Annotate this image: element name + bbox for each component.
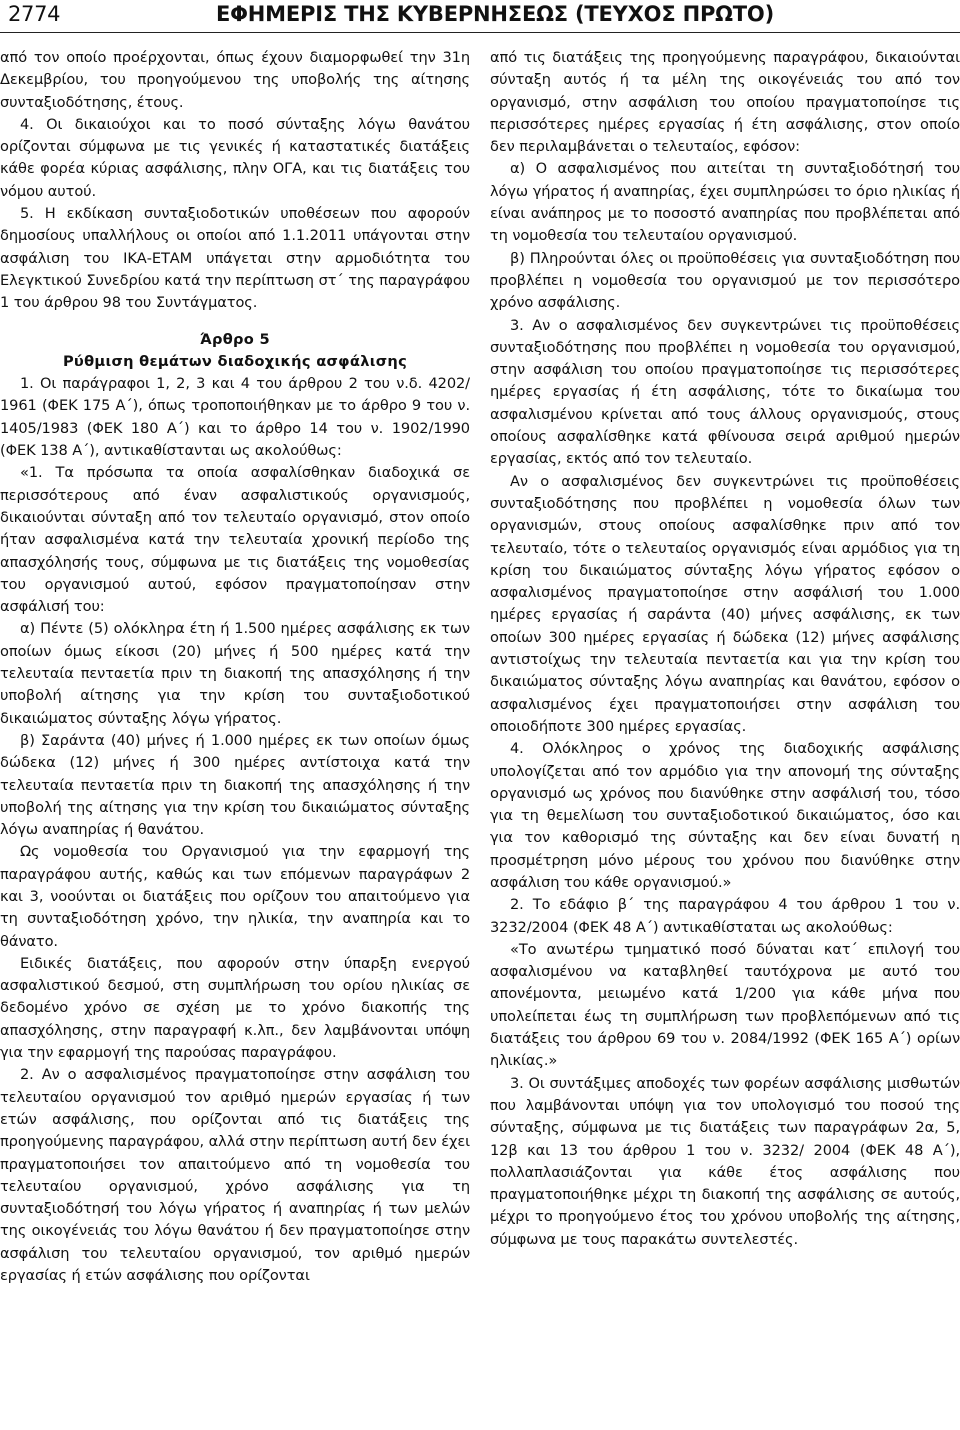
paragraph: Ειδικές διατάξεις, που αφορούν στην ύπαρξη ενεργού ασφαλιστικού δεσμού, στη συμπλήρωση του ορίου ηλικίας σε δεδομένο χρόνο σε σχέση με το χρόνο διακοπής της απασχόλησης, στην παραγραφή κ.λπ., δεν λαμβάνονται υπόψη για την εφαρμογή της παρούσας παραγράφου.: [0, 954, 470, 1062]
paragraph: β) Σαράντα (40) μήνες ή 1.000 ημέρες εκ των οποίων όμως δώδεκα (12) μήνες ή 300 ημέρες αντίστοιχα κατά την τελευταία πενταετία πριν τη διακοπή της απασχόλησης ή την υποβολή της αίτησης για την κρίση του δικαιώματος σύνταξης λόγω αναπηρίας ή θανάτου.: [0, 731, 470, 839]
paragraph: 3. Οι συντάξιμες αποδοχές των φορέων ασφάλισης μισθωτών που λαμβάνονται υπόψη για τον υπολογισμό του ποσού της σύνταξης, σύμφωνα με τις διατάξεις των παραγράφων 2α, 5, 12β και 13 του άρθρου 1 του ν. 3232/ 2004 (ΦΕΚ 48 Α΄), πολλαπλασιάζονται για κάθε έτος ασφάλισης που πραγματοποιήθηκε μέχρι τη διακοπή της ασφάλισης σε αυτούς, μέχρι το προηγούμενο έτος του χρόνου υποβολής της αίτησης, σύμφωνα με τους παρακάτω συντελεστές.: [490, 1074, 960, 1248]
paragraph: 1. Οι παράγραφοι 1, 2, 3 και 4 του άρθρου 2 του ν.δ. 4202/ 1961 (ΦΕΚ 175 Α΄), όπως τροποποιήθηκαν με το άρθρο 9 του ν. 1405/1983 (ΦΕΚ 180 Α΄) και το άρθρο 14 του ν. 1902/1990 (ΦΕΚ 138 Α΄), αντικαθίστανται ως ακολούθως:: [0, 375, 470, 460]
gazette-title: ΕΦΗΜΕΡΙΣ ΤΗΣ ΚΥΒΕΡΝΗΣΕΩΣ (ΤΕΥΧΟΣ ΠΡΩΤΟ): [216, 2, 774, 26]
paragraph: 3. Αν ο ασφαλισμένος δεν συγκεντρώνει τις προϋποθέσεις συνταξιοδότησης που προβλέπει η νομοθεσία του οργανισμού, στην ασφάλιση του οποίου πραγματοποίησε τις περισσότερες ημέρες εργασίας ή έτη ασφάλισης, τότε το δικαίωμα του ασφαλισμένου κρίνεται από τους άλλους οργανισμούς, στους οποίους ασφαλίσθηκε κατά φθίνουσα σειρά αριθμού ημερών εργασίας, εκτός από τον τελευταίο.: [490, 316, 960, 468]
paragraph: από τις διατάξεις της προηγούμενης παραγράφου, δικαιούνται σύνταξη αυτός ή τα μέλη της οικογένειάς του από τον οργανισμό, στην ασφάλιση του οποίου πραγματοποίησε τις περισσότερες ημέρες εργασίας ή έτη ασφάλισης, στον οποίο δεν περιλαμβάνεται ο τελευταίος, εφόσον:: [490, 49, 960, 156]
paragraph: 5. Η εκδίκαση συνταξιοδοτικών υποθέσεων που αφορούν δημοσίους υπαλλήλους οι οποίοι από 1.1.2011 υπάγονται στην ασφάλιση του ΙΚΑ-ΕΤΑΜ υπάγεται στην αρμοδιότητα του Ελεγκτικού Συνεδρίου κατά την περίπτωση στ΄ της παραγράφου 1 του άρθρου 98 του Συντάγματος.: [0, 205, 470, 312]
paragraph: α) Ο ασφαλισμένος που αιτείται τη συνταξιοδότησή του λόγω γήρατος ή αναπηρίας, έχει συμπληρώσει το όριο ηλικίας ή είναι ανάπηρος με το ποσοστό αναπηρίας που προβλέπεται από τη νομοθεσία του τελευταίου οργανισμού.: [490, 160, 960, 245]
article-title: Άρθρο 5: [200, 330, 270, 348]
header-rule: [0, 32, 960, 33]
paragraph: «Το ανωτέρω τμηματικό ποσό δύναται κατ΄ επιλογή του ασφαλισμένου να καταβληθεί ταυτόχρονα με αυτό του απονέμοντα, μειωμένο κατά 1/200 για κάθε μήνα που υπολείπεται έως τη συμπλήρωση των προβλεπόμενων από τις διατάξεις του άρθρου 69 του ν. 2084/1992 (ΦΕΚ 165 Α΄) ορίων ηλικίας.»: [490, 940, 960, 1070]
paragraph: β) Πληρούνται όλες οι προϋποθέσεις για συνταξιοδότηση που προβλέπει η νομοθεσία του οργανισμού με τον περισσότερο χρόνο ασφάλισης.: [490, 249, 960, 312]
page-number: 2774: [8, 2, 61, 26]
paragraph: Αν ο ασφαλισμένος δεν συγκεντρώνει τις προϋποθέσεις συνταξιοδότησης που προβλέπει η νομοθεσία όλων των οργανισμών, στους οποίους ασφαλίσθηκε πριν από τον τελευταίο, τότε ο τελευταίος οργανισμός είναι αρμόδιος για τη κρίση του δικαιώματος σύνταξης λόγω γήρατος εφόσον ο ασφαλισμένος πραγματοποίησε στην ασφάλισή του 1.000 ημέρες εργασίας ή σαράντα (40) μήνες ασφάλισης, εκ των οποίων 300 ημέρες εργασίας ή δώδεκα (12) μήνες ασφάλισης αντιστοίχως την τελευταία πενταετία και για την κρίση του δικαιώματος σύνταξης λόγω αναπηρίας και θανάτου, εφόσον ο ασφαλισμένος έχει πραγματοποιήσει στην ασφάλιση του οποιοδήποτε 300 ημέρες εργασίας.: [490, 472, 960, 735]
paragraph: 2. Αν ο ασφαλισμένος πραγματοποίησε στην ασφάλιση του τελευταίου οργανισμού τον αριθμό ημερών εργασίας ή των ετών ασφάλισης, που ορίζονται από τις διατάξεις της προηγούμενης παραγράφου, αλλά στην περίπτωση αυτή δεν έχει πραγματοποιήσει τον απαιτούμενο από τη νομοθεσία του τελευταίου οργανισμού, χρόνο ασφάλισης για τη συνταξιοδότησή του λόγω γήρατος ή αναπηρίας ή των μελών της οικογένειάς του λόγω θανάτου ή δεν πραγματοποίησε στην ασφάλιση του τελευταίου οργανισμού, τον αριθμό ημερών εργασίας ή ετών ασφάλισης που ορίζονται: [0, 1066, 470, 1285]
paragraph: Ως νομοθεσία του Οργανισμού για την εφαρμογή της παραγράφου αυτής, καθώς και των επόμενων παραγράφων 2 και 3, νοούνται οι διατάξεις που ορίζουν του απαιτούμενο για τη συνταξιοδότηση χρόνο, την ηλικία, την αναπηρία και το θάνατο.: [0, 843, 470, 950]
page-header: [0, 0, 960, 32]
article-subtitle: Ρύθμιση θεμάτων διαδοχικής ασφάλισης: [62, 352, 408, 370]
paragraph: α) Πέντε (5) ολόκληρα έτη ή 1.500 ημέρες ασφάλισης εκ των οποίων όμως είκοσι (20) μήνες ή 500 ημέρες κατά την τελευταία πενταετία πριν τη διακοπή της απασχόλησης ή την υποβολή αίτησης για την κρίση του συνταξιοδοτικού δικαιώματος σύνταξης λόγω γήρατος.: [0, 620, 470, 727]
paragraph: «1. Τα πρόσωπα τα οποία ασφαλίσθηκαν διαδοχικά σε περισσότερους από έναν ασφαλιστικούς οργανισμούς, δικαιούνται σύνταξη από τον τελευταίο οργανισμό, στον οποίο ήταν ασφαλισμένα κατά την τελευταία χρονική περίοδο της απασχόλησής τους, σύμφωνα με τις διατάξεις της νομοθεσίας του οργανισμού αυτού, εφόσον πραγματοποίησαν στην ασφάλισή του:: [0, 464, 470, 616]
left-column: [0, 47, 470, 1287]
paragraph: από τον οποίο προέρχονται, όπως έχουν διαμορφωθεί την 31η Δεκεμβρίου, του προηγούμενου της υποβολής της αίτησης συνταξιοδότησης, έτους.: [0, 49, 470, 111]
paragraph: 4. Ολόκληρος ο χρόνος της διαδοχικής ασφάλισης υπολογίζεται από τον αρμόδιο για την απονομή της σύνταξης οργανισμό ως χρόνος που διανύθηκε στην ασφάλισή του, τόσο για τη θεμελίωση του συνταξιοδοτικού δικαιώματος, όσο και για τον καθορισμό της σύνταξης και δεν είναι δυνατή η προσμέτρηση μόνο μέρους του χρόνου που διανύθηκε στην ασφάλιση του κάθε οργανισμού.»: [490, 740, 960, 891]
paragraph: 4. Οι δικαιούχοι και το ποσό σύνταξης λόγω θανάτου ορίζονται σύμφωνα με τις γενικές ή καταστατικές διατάξεις κάθε φορέα κύριας ασφάλισης, πλην ΟΓΑ, και τις διατάξεις του νόμου αυτού.: [0, 115, 470, 200]
right-column: [490, 47, 960, 1251]
paragraph: 2. Το εδάφιο β΄ της παραγράφου 4 του άρθρου 1 του ν. 3232/2004 (ΦΕΚ 48 Α΄) αντικαθίσταται ως ακολούθως:: [490, 896, 960, 936]
